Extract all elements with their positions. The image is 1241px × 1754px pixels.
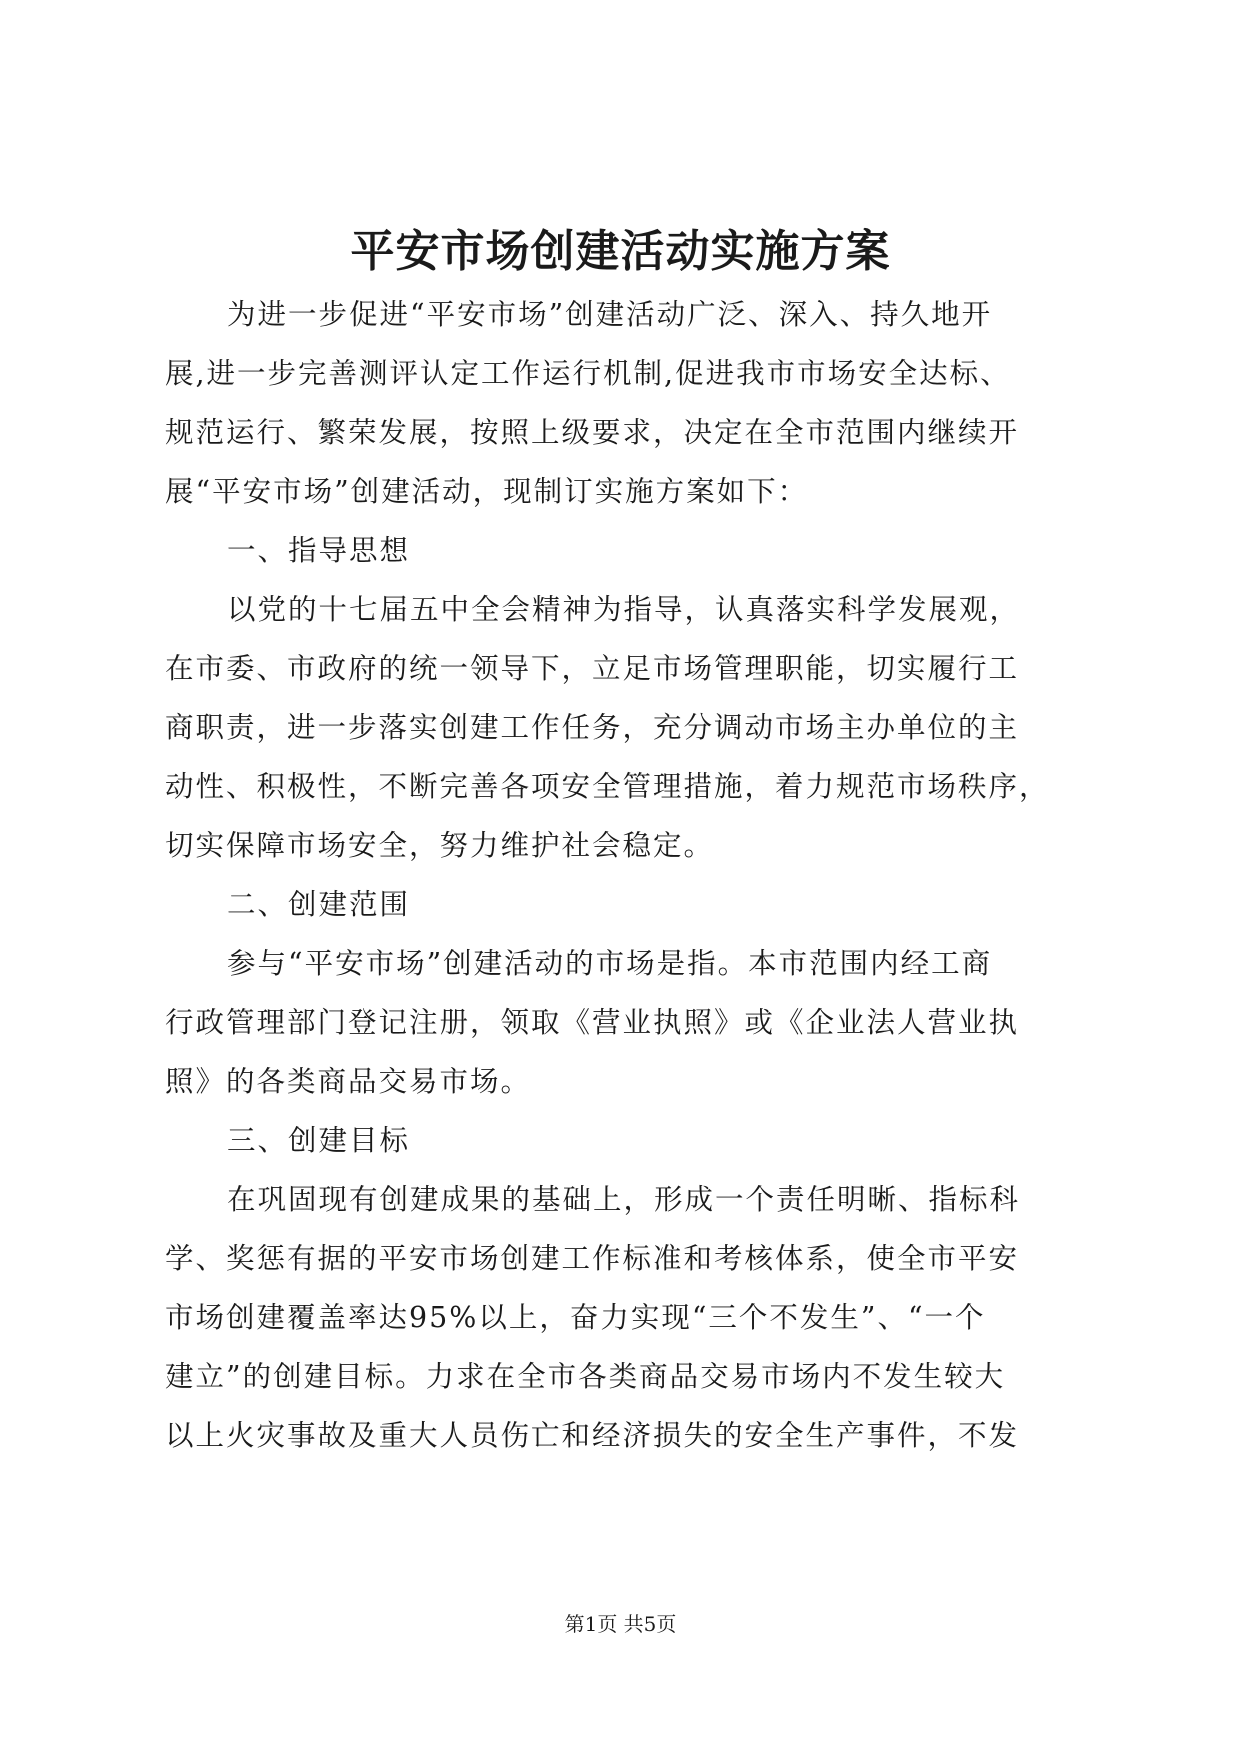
body-line: 学、奖惩有据的平安市场创建工作标准和考核体系，使全市平安 (165, 1242, 1020, 1275)
body-line: 为进一步促进“平安市场”创建活动广泛、深入、持久地开 (227, 298, 993, 331)
document-title: 平安市场创建活动实施方案 (350, 226, 891, 277)
body-line: 建立”的创建目标。力求在全市各类商品交易市场内不发生较大 (165, 1360, 1006, 1393)
section-heading: 二、创建范围 (227, 888, 411, 921)
body-line: 切实保障市场安全，努力维护社会稳定。 (165, 829, 715, 862)
body-line: 规范运行、繁荣发展，按照上级要求，决定在全市范围内继续开 (165, 416, 1020, 449)
page-number: 第1页 共5页 (564, 1612, 677, 1636)
body-line: 行政管理部门登记注册，领取《营业执照》或《企业法人营业执 (165, 1006, 1020, 1039)
body-line: 在巩固现有创建成果的基础上，形成一个责任明晰、指标科 (227, 1183, 1021, 1216)
body-line: 动性、积极性，不断完善各项安全管理措施，着力规范市场秩序， (165, 770, 1050, 803)
section-heading: 一、指导思想 (227, 534, 411, 567)
body-line: 以上火灾事故及重大人员伤亡和经济损失的安全生产事件，不发 (165, 1419, 1020, 1452)
body-line: 照》的各类商品交易市场。 (165, 1065, 532, 1098)
body-line: 展“平安市场”创建活动，现制订实施方案如下： (165, 475, 809, 508)
body-line: 参与“平安市场”创建活动的市场是指。本市范围内经工商 (227, 947, 993, 980)
document-body (165, 285, 1085, 1465)
body-line: 市场创建覆盖率达95%以上，奋力实现“三个不发生”、“一个 (165, 1301, 986, 1334)
body-line: 展,进一步完善测评认定工作运行机制,促进我市市场安全达标、 (165, 357, 1011, 390)
body-line: 商职责，进一步落实创建工作任务，充分调动市场主办单位的主 (165, 711, 1020, 744)
body-line: 在市委、市政府的统一领导下，立足市场管理职能，切实履行工 (165, 652, 1020, 685)
section-heading: 三、创建目标 (227, 1124, 411, 1157)
body-line: 以党的十七届五中全会精神为指导，认真落实科学发展观， (227, 593, 1021, 626)
